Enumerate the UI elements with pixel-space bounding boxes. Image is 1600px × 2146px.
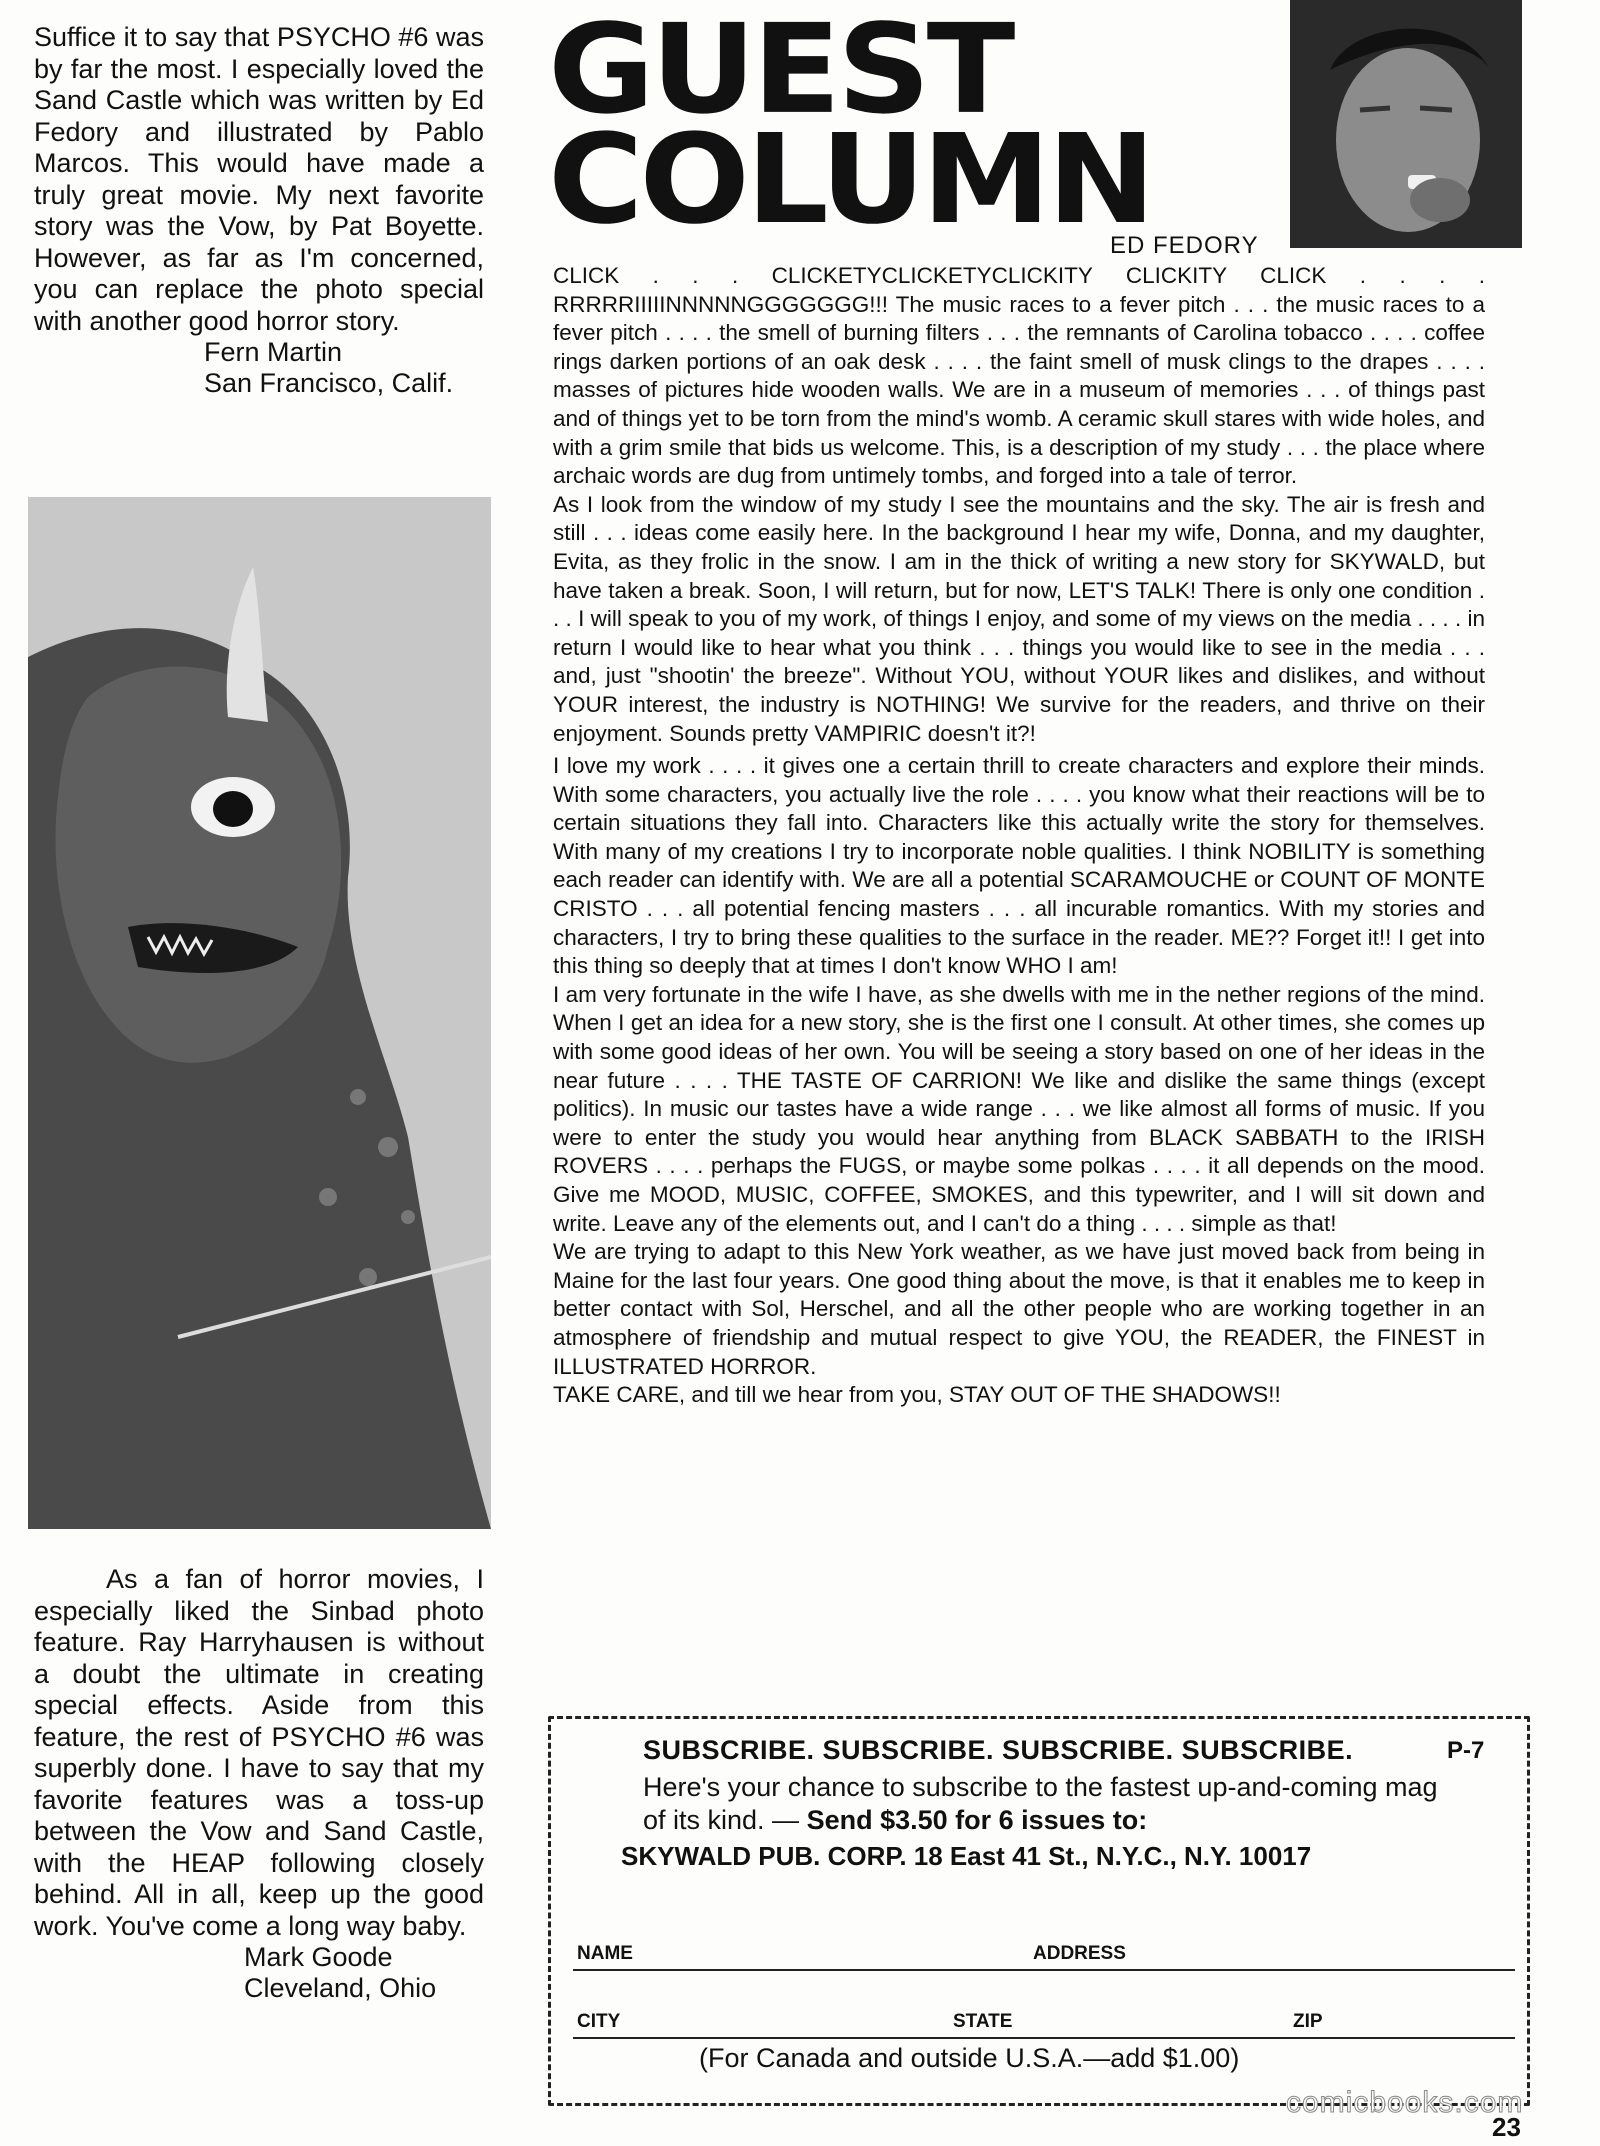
city-field-label: CITY (577, 2011, 621, 2032)
monster-photo (28, 497, 491, 1529)
guest-column-article (553, 262, 1485, 1410)
title-line-column: COLUMN (548, 107, 1152, 252)
byline: ED FEDORY (1110, 232, 1259, 259)
canada-note: (For Canada and outside U.S.A.—add $1.00) (699, 2043, 1240, 2073)
letter-signature-name: Fern Martin (204, 337, 343, 367)
state-field-label: STATE (953, 2011, 1013, 2032)
subscribe-headline: SUBSCRIBE. SUBSCRIBE. SUBSCRIBE. SUBSCRIBE. (643, 1735, 1354, 1765)
article-paragraph: We are trying to adapt to this New York weather, as we have just moved back from being in Maine for the last four years. One good thing about the move, is that it enables me to keep in better contact with Sol, Herschel, and all the other people who are working together in an atmosphere of friendship and mutual respect to give YOU, the READER, the FINEST in ILLUSTRATED HORROR. (553, 1239, 1485, 1379)
offer-text: Here's your chance to subscribe to the fastest up-and-coming mag of its kind. — (643, 1772, 1438, 1835)
zip-field-label: ZIP (1293, 2011, 1323, 2032)
letter-signature-name: Mark Goode (244, 1942, 393, 1972)
watermark: comicbooks.com (1286, 2086, 1524, 2119)
letter-fern-martin (34, 22, 484, 399)
letter-body: As a fan of horror movies, I especially liked the Sinbad photo feature. Ray Harryhausen is without a doubt the ultimate in creating special effects. Aside from this feature, the rest of PSYCHO #6 was superbly done. I have to say that my favorite features was a toss-up between the Vow and Sand Castle, with the HEAP following closely behind. All in all, keep up the good work. You've come a long way baby. (34, 1564, 484, 1941)
title-line-guest: GUEST (548, 0, 1012, 142)
author-photo (1290, 0, 1522, 248)
coupon-code: P-7 (1447, 1737, 1485, 1764)
article-paragraph: As I look from the window of my study I see the mountains and the sky. The air is fresh and still . . . ideas come easily here. In the background I hear my wife, Donna, and my daughter, Evita, as they frolic in the snow. I am in the thick of writing a new story for SKYWALD, but have taken a break. Soon, I will return, but for now, LET'S TALK! There is only one condition . . . I will speak to you of my work, of things I enjoy, and some of my views on the media . . . . in return I would like to hear what you think . . . things you would like to see in the media . . . and, just "shootin' the breeze". Without YOU, without YOUR likes and dislikes, and without YOUR interest, the industry is NOTHING! We survive for the readers, and thrive on their enjoyment. Sounds pretty VAMPIRIC doesn't it?! (553, 491, 1485, 746)
city-state-zip-row (573, 1999, 1515, 2039)
offer-price: Send $3.50 for 6 issues to: (806, 1805, 1148, 1835)
article-paragraph: I am very fortunate in the wife I have, as she dwells with me in the nether regions of the mind. When I get an idea for a new story, she is the first one I consult. At other times, she comes up with some good ideas of her own. You will be seeing a story based on one of her ideas in the near future . . . . THE TASTE OF CARRION! We like and dislike the same things (except politics). In music our tastes have a wide range . . . we like almost all forms of music. If you were to enter the study you would hear anything from BLACK SABBATH to the IRISH ROVERS . . . . perhaps the FUGS, or maybe some polkas . . . . it all depends on the mood. Give me MOOD, MUSIC, COFFEE, SMOKES, and this typewriter, and I will sit down and write. Leave any of the elements out, and I can't do a thing . . . . simple as that! (553, 981, 1485, 1236)
mailing-address: SKYWALD PUB. CORP. 18 East 41 St., N.Y.C., N.Y. 10017 (621, 1841, 1312, 1871)
subscription-coupon (548, 1716, 1530, 2106)
article-paragraph: TAKE CARE, and till we hear from you, STAY OUT OF THE SHADOWS!! (553, 1382, 1281, 1408)
name-field-label: NAME (577, 1943, 633, 1964)
address-field-label: ADDRESS (1033, 1943, 1126, 1964)
article-paragraph: CLICK . . . CLICKETYCLICKETYCLICKITY CLICKITY CLICK . . . . RRRRRIIIIINNNNNGGGGGGG!!! The music races to a fever pitch . . . the music races to a fever pitch . . . . the smell of burning filters . . . the remnants of Carolina tobacco . . . . coffee rings darken portions of an oak desk . . . . the faint smell of musk clings to the drapes . . . . masses of pictures hide wooden walls. We are in a museum of memories . . . of things past and of things yet to be torn from the mind's womb. A ceramic skull stares with wide holes, and with a grim smile that bids us welcome. This, is a description of my study . . . the place where archaic words are dug from untimely tombs, and forged into a tale of terror. (553, 263, 1485, 489)
name-address-row (573, 1929, 1515, 1971)
letter-signature-place: San Francisco, Calif. (204, 368, 454, 398)
letter-mark-goode (34, 1564, 484, 2004)
article-paragraph: I love my work . . . . it gives one a certain thrill to create characters and explore their minds. With some characters, you actually live the role . . . . you know what their reactions will be to certain situations they fall into. Characters like this actually write the story for themselves. With many of my creations I try to incorporate noble qualities. I think NOBILITY is something each reader can identify with. We are all a potential SCARAMOUCHE or COUNT OF MONTE CRISTO . . . all potential fencing masters . . . all incurable romantics. With my stories and characters, I try to bring these qualities to the surface in the reader. ME?? Forget it!! I get into this thing so deeply that at times I don't know WHO I am! (553, 753, 1485, 979)
page-number: 23 (1492, 2112, 1521, 2142)
letter-body: Suffice it to say that PSYCHO #6 was by far the most. I especially loved the Sand Castle which was written by Ed Fedory and illustrated by Pablo Marcos. This would have made a truly great movie. My next favorite story was the Vow, by Pat Boyette. However, as far as I'm concerned, you can replace the photo special with another good horror story. (34, 22, 484, 336)
subscribe-offer (643, 1771, 1463, 1837)
letter-signature-place: Cleveland, Ohio (244, 1973, 437, 2003)
